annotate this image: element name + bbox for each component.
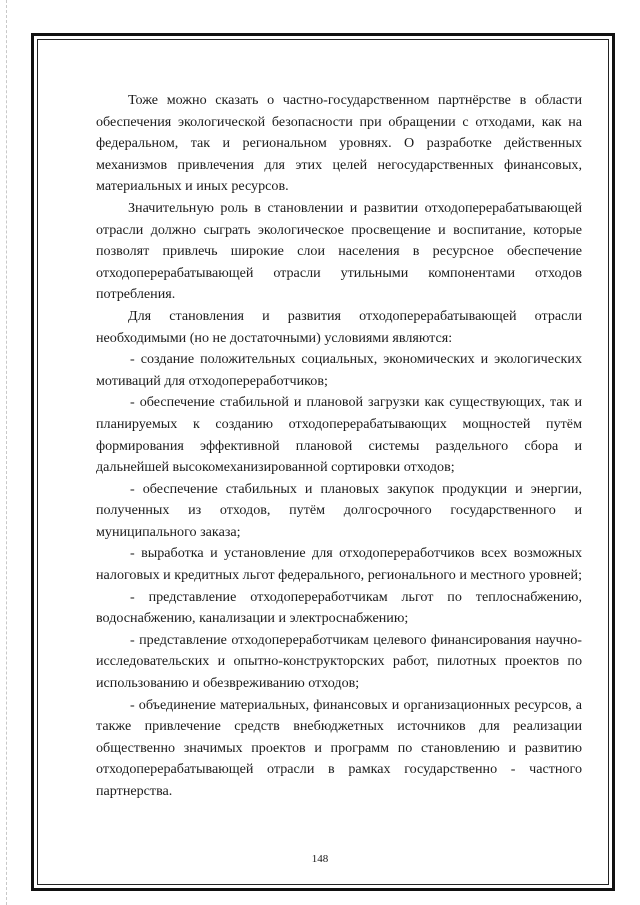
list-item-stable-loading: - обеспечение стабильной и плановой загрузки как существующих, так и планируемых к созданию отходоперерабатывающих мощностей путём формирования эффективной плановой системы раздельного сбора и дальнейшей высокомеханизированной сортировки отходов;	[96, 394, 582, 476]
list-item-research-funding: - представление отходопереработчикам целевого финансирования научно-исследовательских и опытно-конструкторских работ, пилотных проектов по использованию и обезвреживанию отходов;	[96, 631, 582, 692]
paragraph-ppp-partnership: Тоже можно сказать о частно-государственном партнёрстве в области обеспечения экологической безопасности при обращении с отходами, как на федеральном, так и региональном уровнях. О разработке действенных механизмов привлечения для этих целей негосударственных финансовых, материальных и иных ресурсов.	[96, 92, 582, 195]
scan-edge-line	[6, 0, 7, 905]
paragraph-conditions-intro: Для становления и развития отходоперерабатывающей отрасли необходимыми (но не достаточными) условиями являются:	[96, 307, 582, 346]
page-number: 148	[311, 853, 329, 865]
body-text	[96, 90, 582, 803]
paragraph-ecological-education: Значительную роль в становлении и развитии отходоперерабатывающей отрасли должно сыграть экологическое просвещение и воспитание, которые позволят привлечь широкие слои населения в ресурсное обеспечение отходоперерабатывающей отрасли утильными компонентами отходов потребления.	[96, 199, 582, 303]
list-item-resource-pooling: - объединение материальных, финансовых и организационных ресурсов, а также привлечение средств внебюджетных источников для реализации общественно значимых проектов и программ по становлению и развитию отходоперерабатывающей отрасли в рамках государственно - частного партнерства.	[96, 696, 582, 799]
list-item-procurement: - обеспечение стабильных и плановых закупок продукции и энергии, полученных из отходов, путём долгосрочного государственного и муниципального заказа;	[96, 480, 582, 540]
list-item-utility-benefits: - представление отходопереработчикам льгот по теплоснабжению, водоснабжению, канализации и электроснабжению;	[96, 588, 582, 627]
list-item-tax-benefits: - выработка и установление для отходопереработчиков всех возможных налоговых и кредитных льгот федерального, регионального и местного уровней;	[96, 545, 583, 584]
list-item-motivations: - создание положительных социальных, экономических и экологических мотиваций для отходопереработчиков;	[96, 351, 582, 389]
